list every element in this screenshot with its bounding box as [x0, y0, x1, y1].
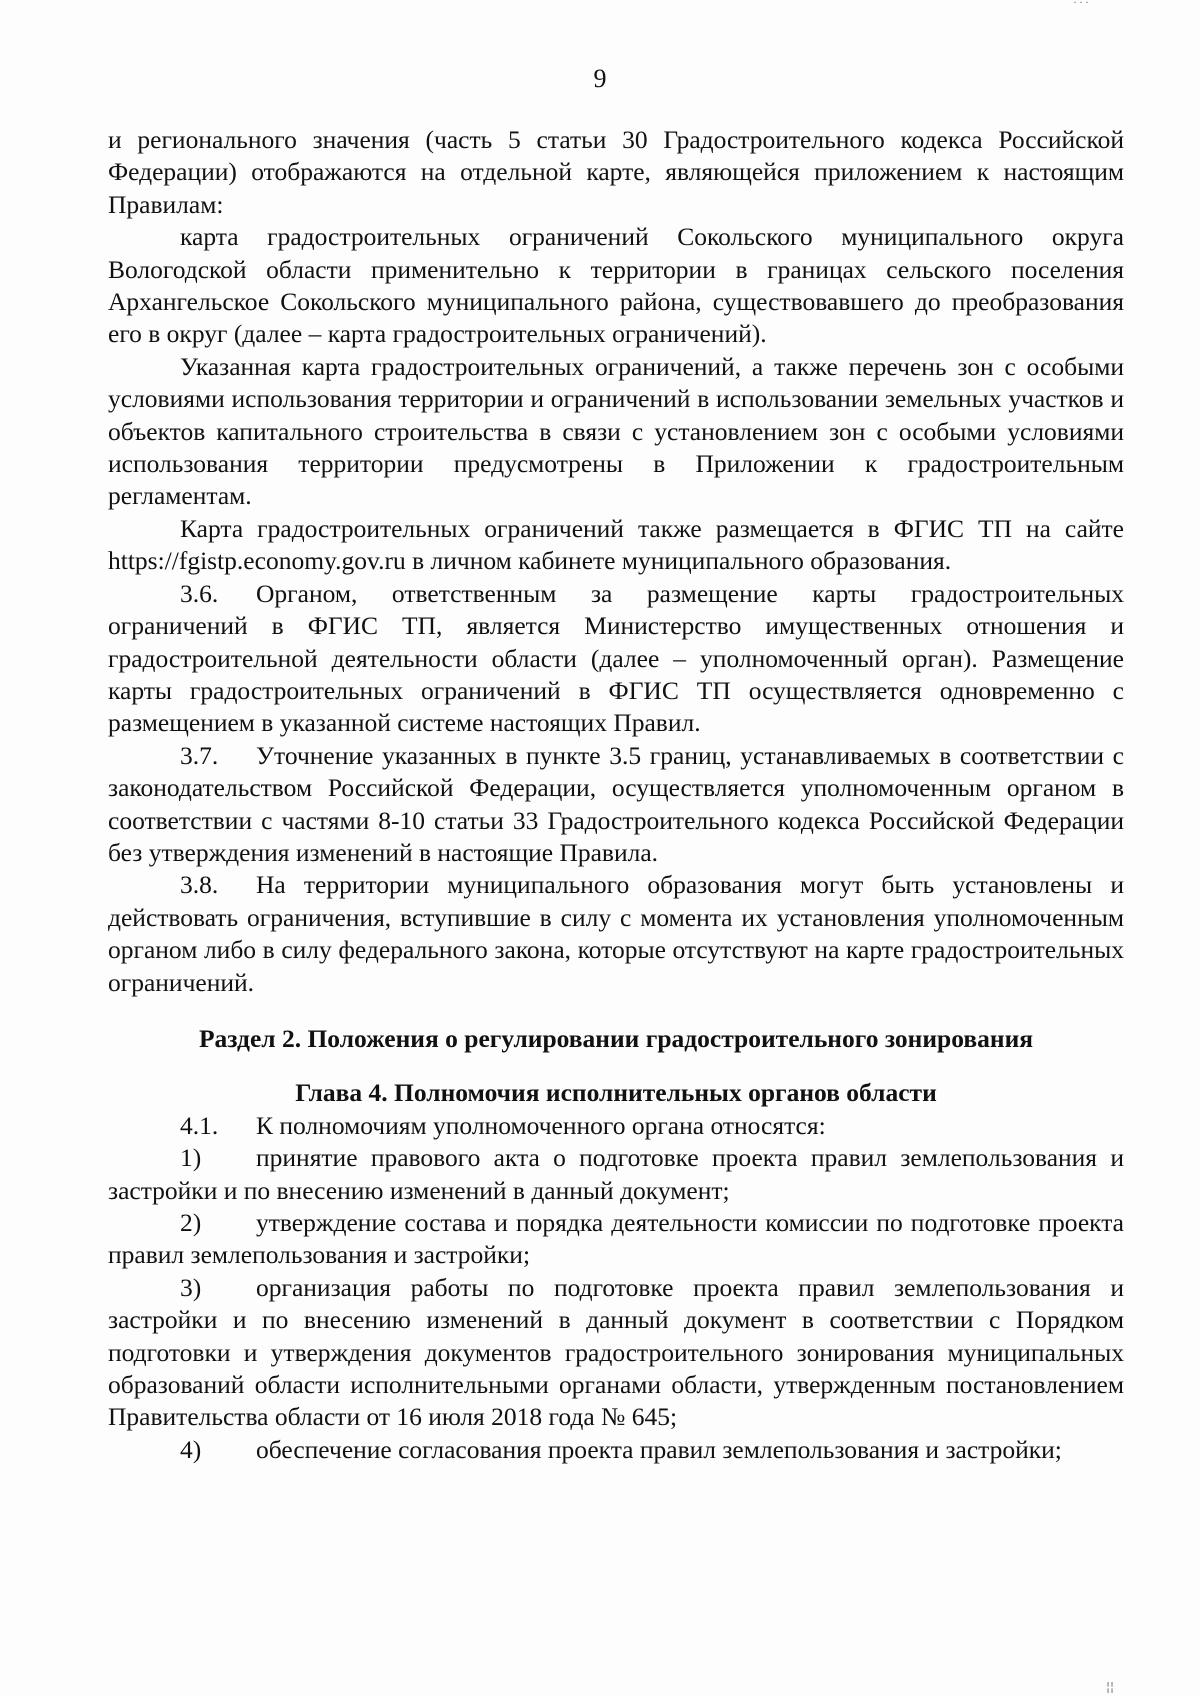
list-item-number: 2)	[180, 1208, 202, 1237]
list-item-1	[108, 1142, 1124, 1207]
list-item-text: утверждение состава и порядка деятельности комиссии по подготовке проекта правил землепользования и застройки;	[108, 1208, 1124, 1270]
clause-number: 3.8.	[180, 870, 219, 900]
list-item-number: 3)	[180, 1272, 202, 1302]
scan-artifact-bottom: ¦¦	[1106, 1680, 1115, 1694]
paragraph-text: и регионального значения (часть 5 статьи 30 Градостроительного кодекса Российской Федерации) отображаются на отдельной карте, являющейся приложением к настоящим Правилам:	[108, 125, 1124, 219]
paragraph-text: Карта градостроительных ограничений также размещается в ФГИС ТП на сайте https://fgistp.economy.gov.ru в личном кабинете муниципального образования.	[108, 513, 1124, 576]
page-number: 9	[593, 64, 607, 93]
paragraph-map-fgis	[108, 513, 1124, 578]
paragraph-map-description	[108, 221, 1124, 351]
chapter-heading: Глава 4. Полномочия исполнительных органов области	[295, 1078, 937, 1108]
list-item-number: 4)	[180, 1434, 202, 1464]
clause-number: 3.6.	[180, 578, 219, 608]
list-item-4	[108, 1434, 1124, 1466]
paragraph-text: Указанная карта градостроительных ограничений, а также перечень зон с особыми условиями использования территории и ограничений в использовании земельных участков и объектов капитального строительства в связи с установлением зон с особыми условиями использования территории предусмотрены в Приложении к градостроительным регламентам.	[108, 351, 1124, 511]
clause-3-7	[108, 740, 1124, 870]
clause-number: 4.1.	[180, 1110, 219, 1140]
clause-4-1	[108, 1110, 1124, 1142]
list-item-text: обеспечение согласования проекта правил землепользования и застройки;	[256, 1434, 1062, 1464]
list-item-text: принятие правового акта о подготовке проекта правил землепользования и застройки и по внесению изменений в данный документ;	[108, 1143, 1124, 1205]
clause-number: 3.7.	[180, 740, 219, 770]
clause-text: Уточнение указанных в пункте 3.5 границ, устанавливаемых в соответствии с законодательством Российской Федерации, осуществляется уполномоченным органом в соответствии с частями 8-10 статьи 33 Градостроительного кодекса Российской Федерации без утверждения изменений в настоящие Правила.	[108, 740, 1124, 867]
list-item-3	[108, 1272, 1124, 1434]
section-heading: Раздел 2. Положения о регулировании градостроительного зонирования	[198, 1023, 1034, 1053]
scan-artifact-top: ˙˙˙	[1072, 0, 1090, 14]
list-item-text: организация работы по подготовке проекта правил землепользования и застройки и по внесению изменений в данный документ в соответствии с Порядком подготовки и утверждения документов градостроительного зонирования муниципальных образований области исполнительными органами области, утвержденным постановлением Правительства области от 16 июля 2018 года № 645;	[108, 1272, 1124, 1432]
paragraph-continuation	[108, 124, 1124, 221]
clause-text: К полномочиям уполномоченного органа относятся:	[256, 1110, 826, 1140]
clause-3-6	[108, 578, 1124, 740]
list-item-number: 1)	[180, 1143, 202, 1173]
clause-3-8	[108, 869, 1124, 999]
paragraph-map-zones	[108, 351, 1124, 513]
clause-text: На территории муниципального образования могут быть установлены и действовать ограничения, вступившие в силу с момента их установления уполномоченным органом либо в силу федерального закона, которые отсутствуют на карте градостроительных ограничений.	[108, 870, 1124, 997]
clause-text: Органом, ответственным за размещение карты градостроительных ограничений в ФГИС ТП, является Министерство имущественных отношения и градостроительной деятельности области (далее – уполномоченный орган). Размещение карты градостроительных ограничений в ФГИС ТП осуществляется одновременно с размещением в указанной системе настоящих Правил.	[108, 578, 1124, 738]
paragraph-text: карта градостроительных ограничений Сокольского муниципального округа Вологодской области применительно к территории в границах сельского поселения Архангельское Сокольского муниципального района, существовавшего до преобразования его в округ (далее – карта градостроительных ограничений).	[108, 222, 1124, 349]
document-body	[108, 124, 1124, 1466]
list-item-2	[108, 1207, 1124, 1272]
